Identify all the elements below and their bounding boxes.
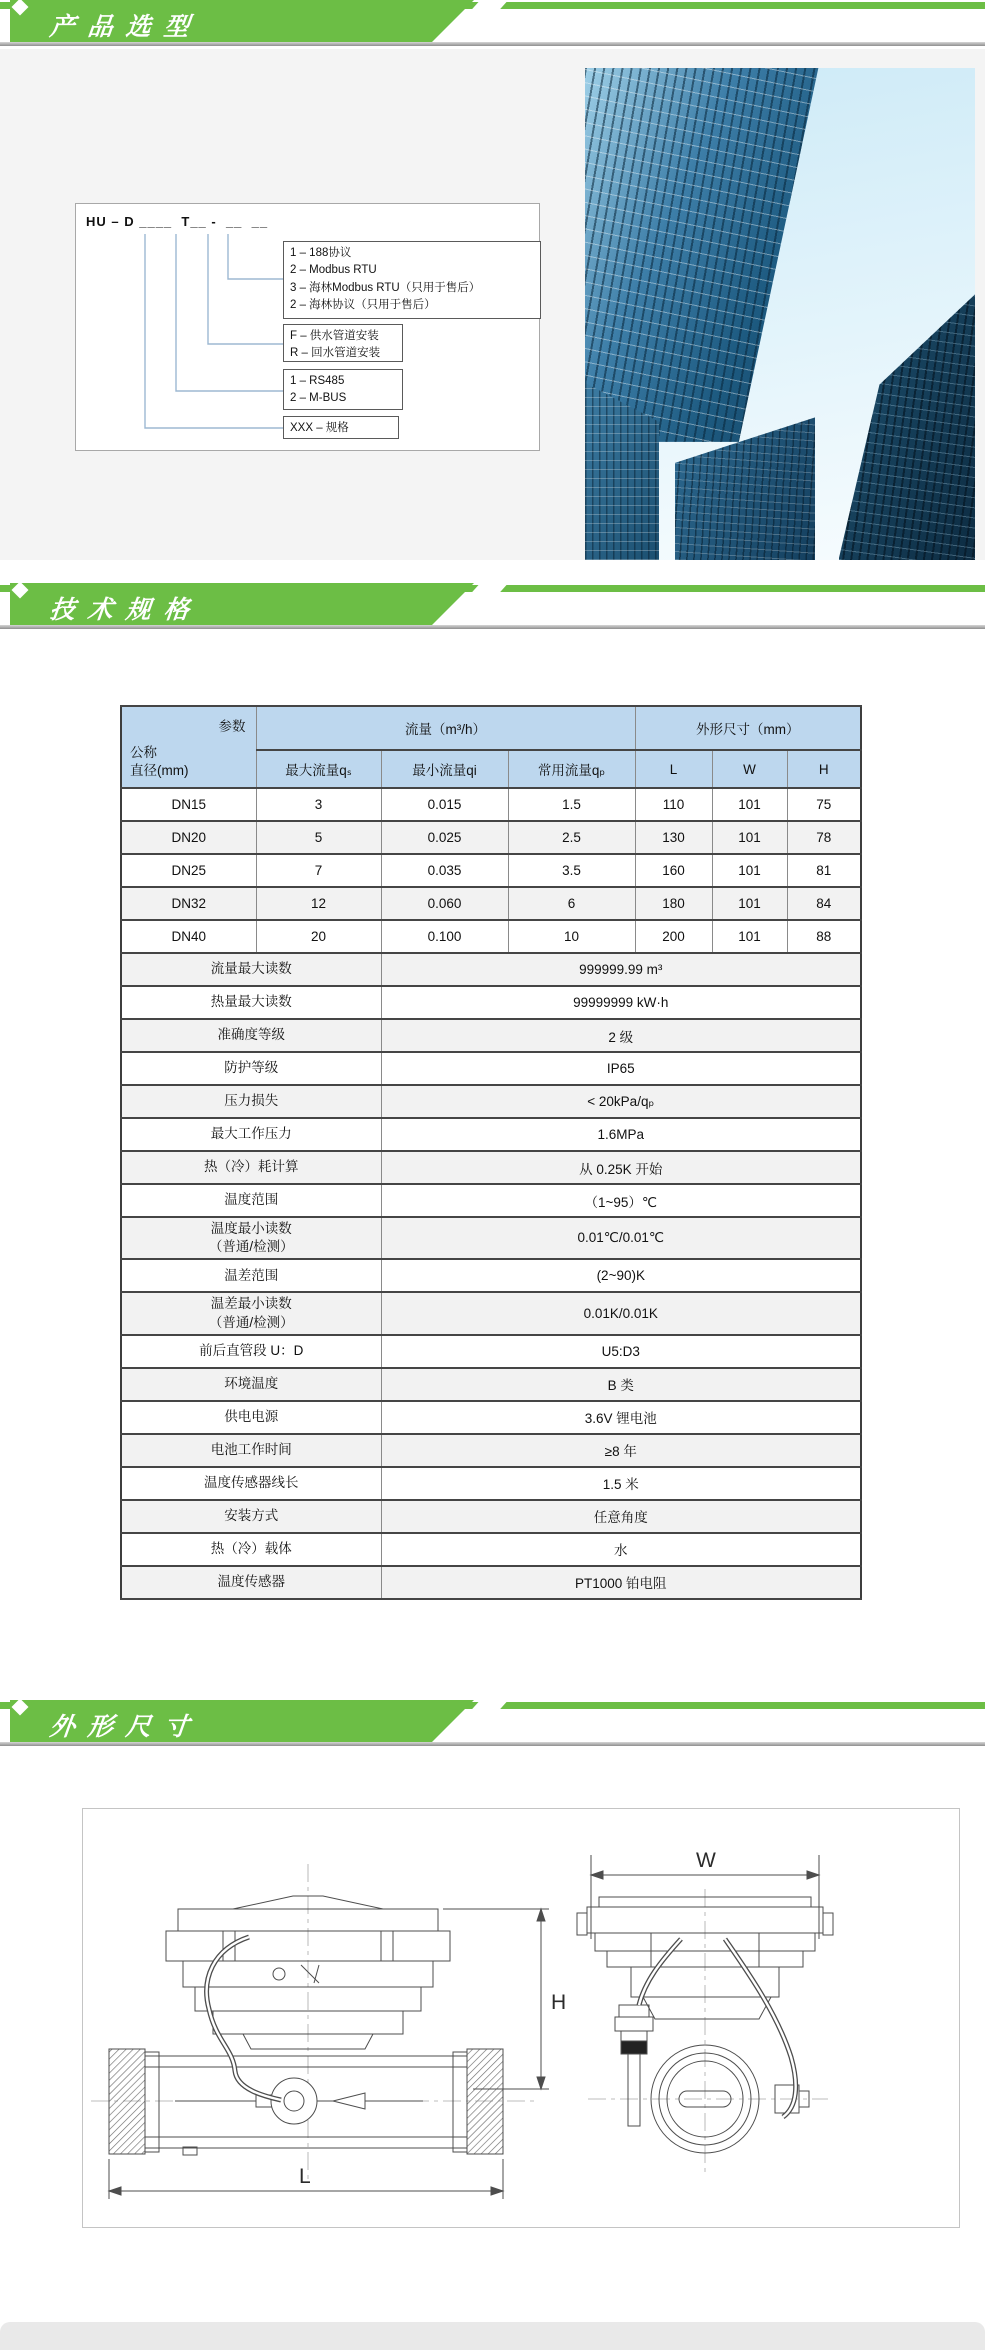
banner-dimensions (0, 1700, 985, 1747)
comm-option: 1 – RS485 (290, 375, 345, 387)
spec-label-cell (121, 953, 381, 986)
col-header: 最大流量qₛ (256, 750, 381, 788)
cell: DN25 (121, 854, 256, 887)
comm-options-box (283, 369, 403, 410)
cell: 12 (256, 887, 381, 920)
protocol-option: 1 – 188协议 (290, 247, 352, 259)
cell: 5 (256, 821, 381, 854)
spec-label: 温度传感器线长 (204, 1475, 299, 1491)
cell: 0.060 (381, 887, 508, 920)
protocol-option: 3 – 海林Modbus RTU（只用于售后） (290, 281, 481, 294)
install-option: R – 回水管道安装 (290, 347, 381, 360)
cell: 160 (635, 854, 712, 887)
glass-tower-main (585, 68, 850, 442)
spec-row (121, 1335, 861, 1368)
spec-label: 热（冷）耗计算 (204, 1159, 299, 1175)
spec-value: 任意角度 (381, 1500, 861, 1533)
spec-label-cell (121, 1151, 381, 1184)
cell: 200 (635, 920, 712, 953)
corner-header-cell (121, 706, 256, 788)
model-code-diagram (75, 203, 540, 451)
col-header: 最小流量qi (381, 750, 508, 788)
spec-value: PT1000 铂电阻 (381, 1566, 861, 1599)
cell: 180 (635, 887, 712, 920)
spec-label: 温度最小读数 (210, 1221, 292, 1236)
spec-row (121, 1467, 861, 1500)
spec-label-cell (121, 1217, 381, 1259)
cell: 3 (256, 788, 381, 821)
col-header: H (787, 750, 861, 788)
dimension-drawing-card (82, 1808, 960, 2228)
spec-label: 热（冷）载体 (210, 1541, 292, 1557)
cell: 3.5 (508, 854, 635, 887)
spec-row (121, 1533, 861, 1566)
spec-value: （1~95）℃ (381, 1184, 861, 1217)
spec-value: < 20kPa/qₚ (381, 1085, 861, 1118)
cell: 1.5 (508, 788, 635, 821)
install-options-box (283, 324, 403, 362)
banner-product-selection (0, 0, 985, 47)
spec-row (121, 1500, 861, 1533)
spec-value: ≥8 年 (381, 1434, 861, 1467)
corner-diameter-unit: 直径(mm) (130, 763, 189, 778)
cell: 81 (787, 854, 861, 887)
cell: DN40 (121, 920, 256, 953)
spec-label-cell (121, 1292, 381, 1334)
spec-row (121, 1401, 861, 1434)
spec-label-line2: （普通/检测） (208, 1314, 294, 1330)
cell: 130 (635, 821, 712, 854)
spec-label: 温差最小读数 (210, 1296, 292, 1312)
spec-row (121, 1368, 861, 1401)
col-header: 常用流量qₚ (508, 750, 635, 788)
spec-row (121, 1085, 861, 1118)
spec-row (121, 986, 861, 1019)
spec-label-cell (121, 986, 381, 1019)
spec-label-cell (121, 1019, 381, 1052)
protocol-options-box (283, 241, 541, 319)
banner-tech-specs (0, 583, 985, 630)
cell: 0.035 (381, 854, 508, 887)
spec-label: 防护等级 (224, 1060, 279, 1076)
buildings-photo (585, 68, 975, 560)
model-code-text: HU – D ____ T__ - __ __ (86, 214, 269, 229)
cell: 84 (787, 887, 861, 920)
cell: 101 (712, 887, 787, 920)
spec-row (121, 1566, 861, 1599)
spec-label: 安装方式 (224, 1508, 279, 1524)
spec-row (121, 953, 861, 986)
spec-label-cell (121, 1259, 381, 1292)
spec-value: 水 (381, 1533, 861, 1566)
cell: DN15 (121, 788, 256, 821)
size-spec-box (283, 416, 399, 439)
spec-label-cell (121, 1052, 381, 1085)
comm-option: 2 – M-BUS (290, 392, 347, 405)
dimension-label-h: H (551, 1991, 567, 2014)
spec-row (121, 1052, 861, 1085)
spec-value: (2~90)K (381, 1259, 861, 1292)
spec-label-cell (121, 1085, 381, 1118)
dn-row (121, 920, 861, 953)
section-title-dimensions: 外形尺寸 (48, 1713, 204, 1741)
cell: 7 (256, 854, 381, 887)
cell: 101 (712, 788, 787, 821)
spec-label-cell (121, 1118, 381, 1151)
dn-row (121, 887, 861, 920)
protocol-option: 2 – 海林协议（只用于售后） (290, 298, 436, 311)
spec-value: 0.01℃/0.01℃ (381, 1217, 861, 1259)
spec-label: 电池工作时间 (210, 1442, 292, 1458)
spec-row (121, 1118, 861, 1151)
spec-row (121, 1217, 861, 1259)
cell: 6 (508, 887, 635, 920)
spec-value: 99999999 kW·h (381, 986, 861, 1019)
dimension-label-l: L (299, 2165, 311, 2188)
spec-row (121, 1151, 861, 1184)
meter-dimension-drawing (83, 1809, 959, 2227)
spec-value: 1.6MPa (381, 1118, 861, 1151)
size-spec-option: XXX – 规格 (290, 422, 349, 434)
glass-tower-right (839, 294, 976, 560)
spec-label: 温差范围 (224, 1267, 279, 1283)
section-title-tech-specs: 技术规格 (48, 596, 204, 624)
spec-value: 3.6V 锂电池 (381, 1401, 861, 1434)
dn-row (121, 788, 861, 821)
cell: 0.015 (381, 788, 508, 821)
cell: 10 (508, 920, 635, 953)
corner-param-label: 参数 (218, 719, 246, 734)
spec-label-cell (121, 1401, 381, 1434)
spec-label: 压力损失 (224, 1093, 279, 1109)
dn-row (121, 854, 861, 887)
spec-label: 准确度等级 (217, 1027, 285, 1043)
spec-label-cell (121, 1434, 381, 1467)
col-header: W (712, 750, 787, 788)
spec-value: 0.01K/0.01K (381, 1292, 861, 1334)
spec-label-cell (121, 1467, 381, 1500)
cell: 101 (712, 821, 787, 854)
cell: DN32 (121, 887, 256, 920)
spec-row (121, 1259, 861, 1292)
cell: 88 (787, 920, 861, 953)
corner-diameter-label: 公称 (130, 745, 157, 760)
dimension-label-w: W (696, 1849, 716, 1872)
spec-label: 前后直管段 U：D (199, 1343, 304, 1359)
section-title-product-selection: 产品选型 (48, 13, 204, 41)
spec-label-cell (121, 1368, 381, 1401)
cell: 2.5 (508, 821, 635, 854)
protocol-option: 2 – Modbus RTU (290, 264, 377, 277)
dn-row (121, 821, 861, 854)
flow-group-header: 流量（m³/h） (256, 706, 635, 750)
spec-row (121, 1292, 861, 1334)
spec-value: B 类 (381, 1368, 861, 1401)
cell: 101 (712, 920, 787, 953)
meter-end-view (577, 1855, 833, 2177)
spec-label: 环境温度 (224, 1376, 279, 1392)
spec-value: 从 0.25K 开始 (381, 1151, 861, 1184)
spec-label: 温度范围 (224, 1192, 279, 1208)
spec-label: 温度传感器 (217, 1574, 285, 1590)
cell: 0.100 (381, 920, 508, 953)
cell: 110 (635, 788, 712, 821)
cell: 101 (712, 854, 787, 887)
spec-label-cell (121, 1566, 381, 1599)
cell: DN20 (121, 821, 256, 854)
cell: 0.025 (381, 821, 508, 854)
spec-label: 最大工作压力 (210, 1126, 292, 1142)
footer-band (0, 2322, 985, 2350)
spec-value: IP65 (381, 1052, 861, 1085)
install-option: F – 供水管道安装 (290, 330, 379, 342)
spec-label: 供电电源 (224, 1409, 279, 1425)
table-group-header-row (121, 706, 861, 750)
cell: 75 (787, 788, 861, 821)
spec-row (121, 1184, 861, 1217)
spec-label-cell (121, 1500, 381, 1533)
product-selection-section (0, 49, 985, 560)
spec-row (121, 1434, 861, 1467)
technical-spec-table (120, 705, 862, 1600)
spec-label-line2: （普通/检测） (208, 1239, 294, 1255)
dims-group-header: 外形尺寸（mm） (635, 706, 861, 750)
spec-label-cell (121, 1335, 381, 1368)
spec-value: 1.5 米 (381, 1467, 861, 1500)
spec-label-cell (121, 1184, 381, 1217)
spec-label: 热量最大读数 (210, 994, 292, 1010)
col-header: L (635, 750, 712, 788)
cell: 20 (256, 920, 381, 953)
spec-value: 2 级 (381, 1019, 861, 1052)
meter-side-view (91, 1864, 549, 2199)
spec-row (121, 1019, 861, 1052)
spec-value: 999999.99 m³ (381, 953, 861, 986)
cell: 78 (787, 821, 861, 854)
spec-label-cell (121, 1533, 381, 1566)
spec-label: 流量最大读数 (210, 961, 292, 977)
spec-value: U5:D3 (381, 1335, 861, 1368)
